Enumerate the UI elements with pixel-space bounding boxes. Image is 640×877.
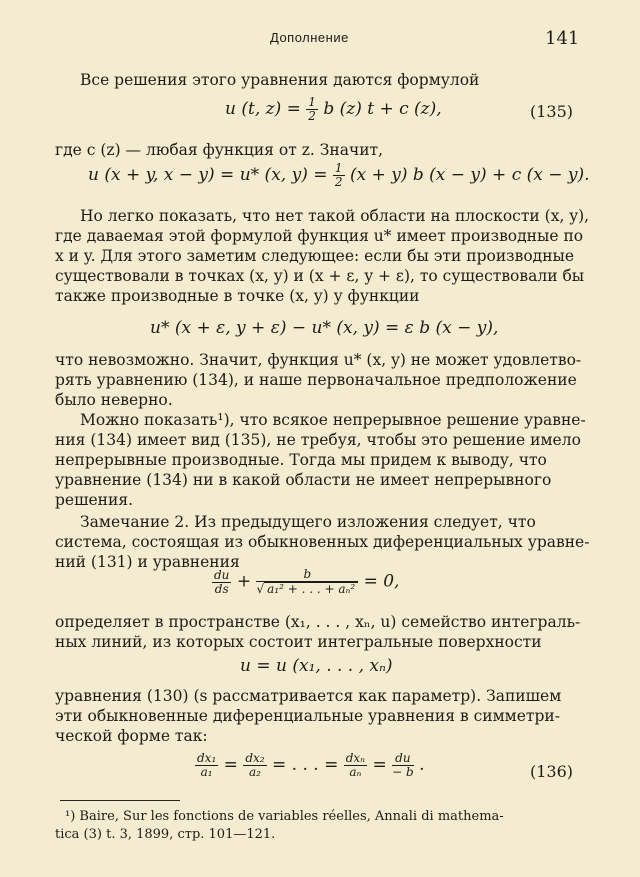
text-line: рять уравнению (134), и наше первоначальное предположение [55, 371, 577, 389]
fraction-denominator: − b [392, 765, 414, 779]
text-line: где даваемая этой формулой функция u* имеет производные по [55, 227, 584, 245]
text-line: уравнения (130) (s рассматривается как параметр). Запишем [55, 687, 562, 705]
text-line: решения. [55, 491, 134, 509]
text-line: ния (134) имеет вид (135), не требуя, чтобы это решение имело [55, 431, 581, 449]
formula-135 [225, 96, 442, 123]
formula-du-ds [212, 568, 399, 596]
text-line: ных линий, из которых состоит интегральные поверхности [55, 633, 542, 651]
text-line: определяет в пространстве (x₁, . . . , xₙ, u) семейство интеграль- [55, 613, 581, 631]
fraction-denominator: a₁ [200, 765, 213, 779]
fraction-du-b [392, 752, 414, 779]
text-line: также производные в точке (x, y) у функции [55, 287, 420, 305]
fraction-denominator [256, 582, 358, 596]
sqrt-sign: √ [256, 582, 265, 596]
formula-u-star [88, 162, 590, 189]
radicand: a₁² + . . . + aₙ² [264, 582, 358, 596]
text-line: где c (z) — любая функция от z. Значит, [55, 141, 384, 159]
text-line: уравнение (134) ни в какой области не имеет непрерывного [55, 471, 552, 489]
fraction-numerator: 1 [334, 161, 343, 175]
fraction-half [333, 162, 345, 189]
text-line: x и y. Для этого заметим следующее: если бы эти производные [55, 247, 575, 265]
text-line: Замечание 2. Из предыдущего изложения следует, что [80, 513, 536, 531]
text-line: Все решения этого уравнения даются формулой [80, 71, 480, 89]
equation-number: (135) [530, 102, 574, 121]
fraction-numerator: du [392, 752, 414, 766]
period: . [419, 755, 425, 775]
formula-part: b (z) t + c (z), [323, 99, 442, 119]
formula-difference: u* (x + ε, y + ε) − u* (x, y) = ε b (x − y), [150, 318, 499, 338]
fraction-numerator: 1 [308, 95, 316, 109]
equation-number: (136) [530, 762, 574, 781]
ellipsis: = . . . = [272, 755, 339, 775]
text-line: Можно показать¹), что всякое непрерывное решение уравне- [80, 411, 586, 429]
fraction-denominator: 2 [308, 109, 316, 123]
text-line: ческой форме так: [55, 727, 208, 745]
fraction-denominator: a₂ [248, 765, 261, 779]
fraction-numerator: dx₂ [245, 751, 265, 765]
fraction-du-ds [212, 569, 231, 596]
text-line: эти обыкновенные диференциальные уравнения в симметри- [55, 707, 560, 725]
text-line: было неверно. [55, 391, 173, 409]
formula-integral-surface: u = u (x₁, . . . , xₙ) [240, 656, 393, 676]
fraction-dx2 [243, 752, 266, 779]
formula-part: (x + y) b (x − y) + c (x − y). [349, 165, 590, 185]
fraction-numerator: dx₁ [197, 751, 217, 765]
equals-sign: = [372, 755, 387, 775]
running-header: Дополнение [270, 30, 349, 45]
plus-sign: + [236, 571, 252, 592]
fraction-dxn [344, 752, 367, 779]
fraction-denominator: 2 [334, 175, 343, 189]
formula-part: u (t, z) = [225, 99, 301, 119]
fraction-numerator: du [214, 567, 230, 582]
fraction-numerator: b [256, 568, 358, 582]
fraction-half [306, 96, 318, 123]
equals-sign: = [223, 755, 238, 775]
formula-part: = 0, [363, 571, 400, 592]
text-line: что невозможно. Значит, функция u* (x, y) не может удовлетво- [55, 351, 582, 369]
text-line: непрерывные производные. Тогда мы придем к выводу, что [55, 451, 547, 469]
page-number: 141 [545, 28, 580, 49]
footnote-line: ¹) Baire, Sur les fonctions de variables réelles, Annali di mathema- [65, 809, 504, 824]
fraction-numerator: dxₙ [345, 751, 366, 765]
formula-part: u (x + y, x − y) = u* (x, y) = [88, 165, 328, 185]
fraction-denominator: ds [214, 581, 229, 596]
text-line: ний (131) и уравнения [55, 553, 240, 571]
text-line: система, состоящая из обыкновенных диференциальных уравне- [55, 533, 590, 551]
formula-136 [195, 752, 424, 779]
fraction-b-sqrt [256, 568, 358, 596]
text-line: существовали в точках (x, y) и (x + ε, y + ε), то существовали бы [55, 267, 585, 285]
fraction-dx1 [195, 752, 218, 779]
text-line: Но легко показать, что нет такой области на плоскости (x, y), [80, 207, 590, 225]
fraction-denominator: aₙ [349, 765, 362, 779]
footnote-line: tica (3) t. 3, 1899, стр. 101—121. [55, 827, 276, 842]
footnote-divider [60, 800, 180, 801]
